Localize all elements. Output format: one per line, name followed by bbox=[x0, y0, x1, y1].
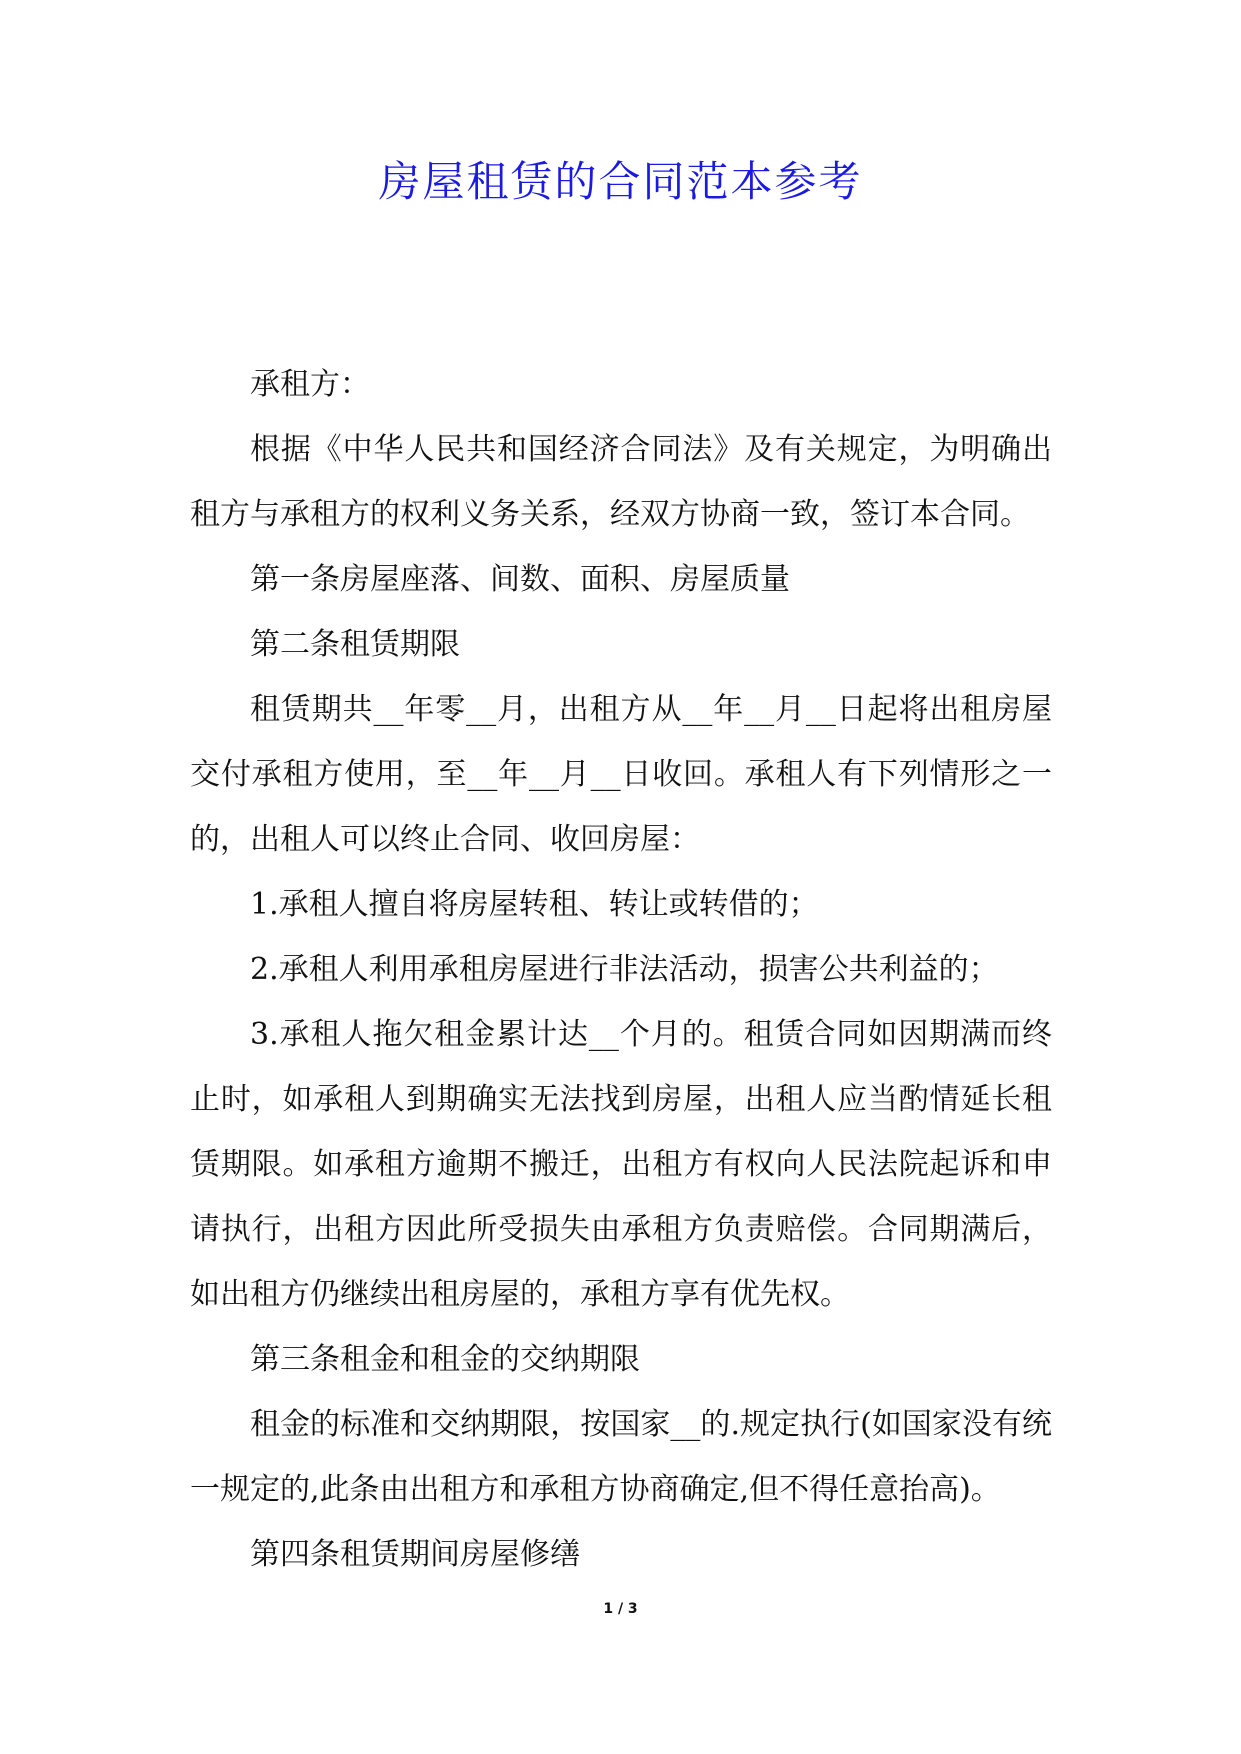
article-3-heading: 第三条租金和租金的交纳期限 bbox=[250, 1342, 640, 1377]
document-body bbox=[190, 352, 1052, 1587]
list-item-2: 2.承租人利用承租房屋进行非法活动，损害公共利益的； bbox=[250, 952, 999, 987]
paragraph-rent-standard: 租金的标准和交纳期限，按国家__的.规定执行(如国家没有统一规定的,此条由出租方和承租方协商确定,但不得任意抬高)。 bbox=[190, 1407, 1052, 1507]
list-item-1: 1.承租人擅自将房屋转租、转让或转借的； bbox=[250, 887, 819, 922]
article-4-heading: 第四条租赁期间房屋修缮 bbox=[250, 1537, 580, 1572]
document-title: 房屋租赁的合同范本参考 bbox=[378, 157, 863, 206]
paragraph-preamble: 根据《中华人民共和国经济合同法》及有关规定，为明确出租方与承租方的权利义务关系，经双方协商一致，签订本合同。 bbox=[190, 432, 1052, 532]
paragraph-lease-term: 租赁期共__年零__月，出租方从__年__月__日起将出租房屋交付承租方使用，至__年__月__日收回。承租人有下列情形之一的，出租人可以终止合同、收回房屋： bbox=[190, 692, 1052, 857]
article-1-heading: 第一条房屋座落、间数、面积、房屋质量 bbox=[250, 562, 790, 597]
paragraph-lessee: 承租方： bbox=[250, 367, 370, 402]
article-2-heading: 第二条租赁期限 bbox=[250, 627, 460, 662]
page-number: 1 / 3 bbox=[603, 1601, 638, 1617]
list-item-3: 3.承租人拖欠租金累计达__个月的。租赁合同如因期满而终止时，如承租人到期确实无法找到房屋，出租人应当酌情延长租赁期限。如承租方逾期不搬迁，出租方有权向人民法院起诉和申请执行，出租方因此所受损失由承租方负责赔偿。合同期满后，如出租方仍继续出租房屋的，承租方享有优先权。 bbox=[190, 1017, 1052, 1312]
